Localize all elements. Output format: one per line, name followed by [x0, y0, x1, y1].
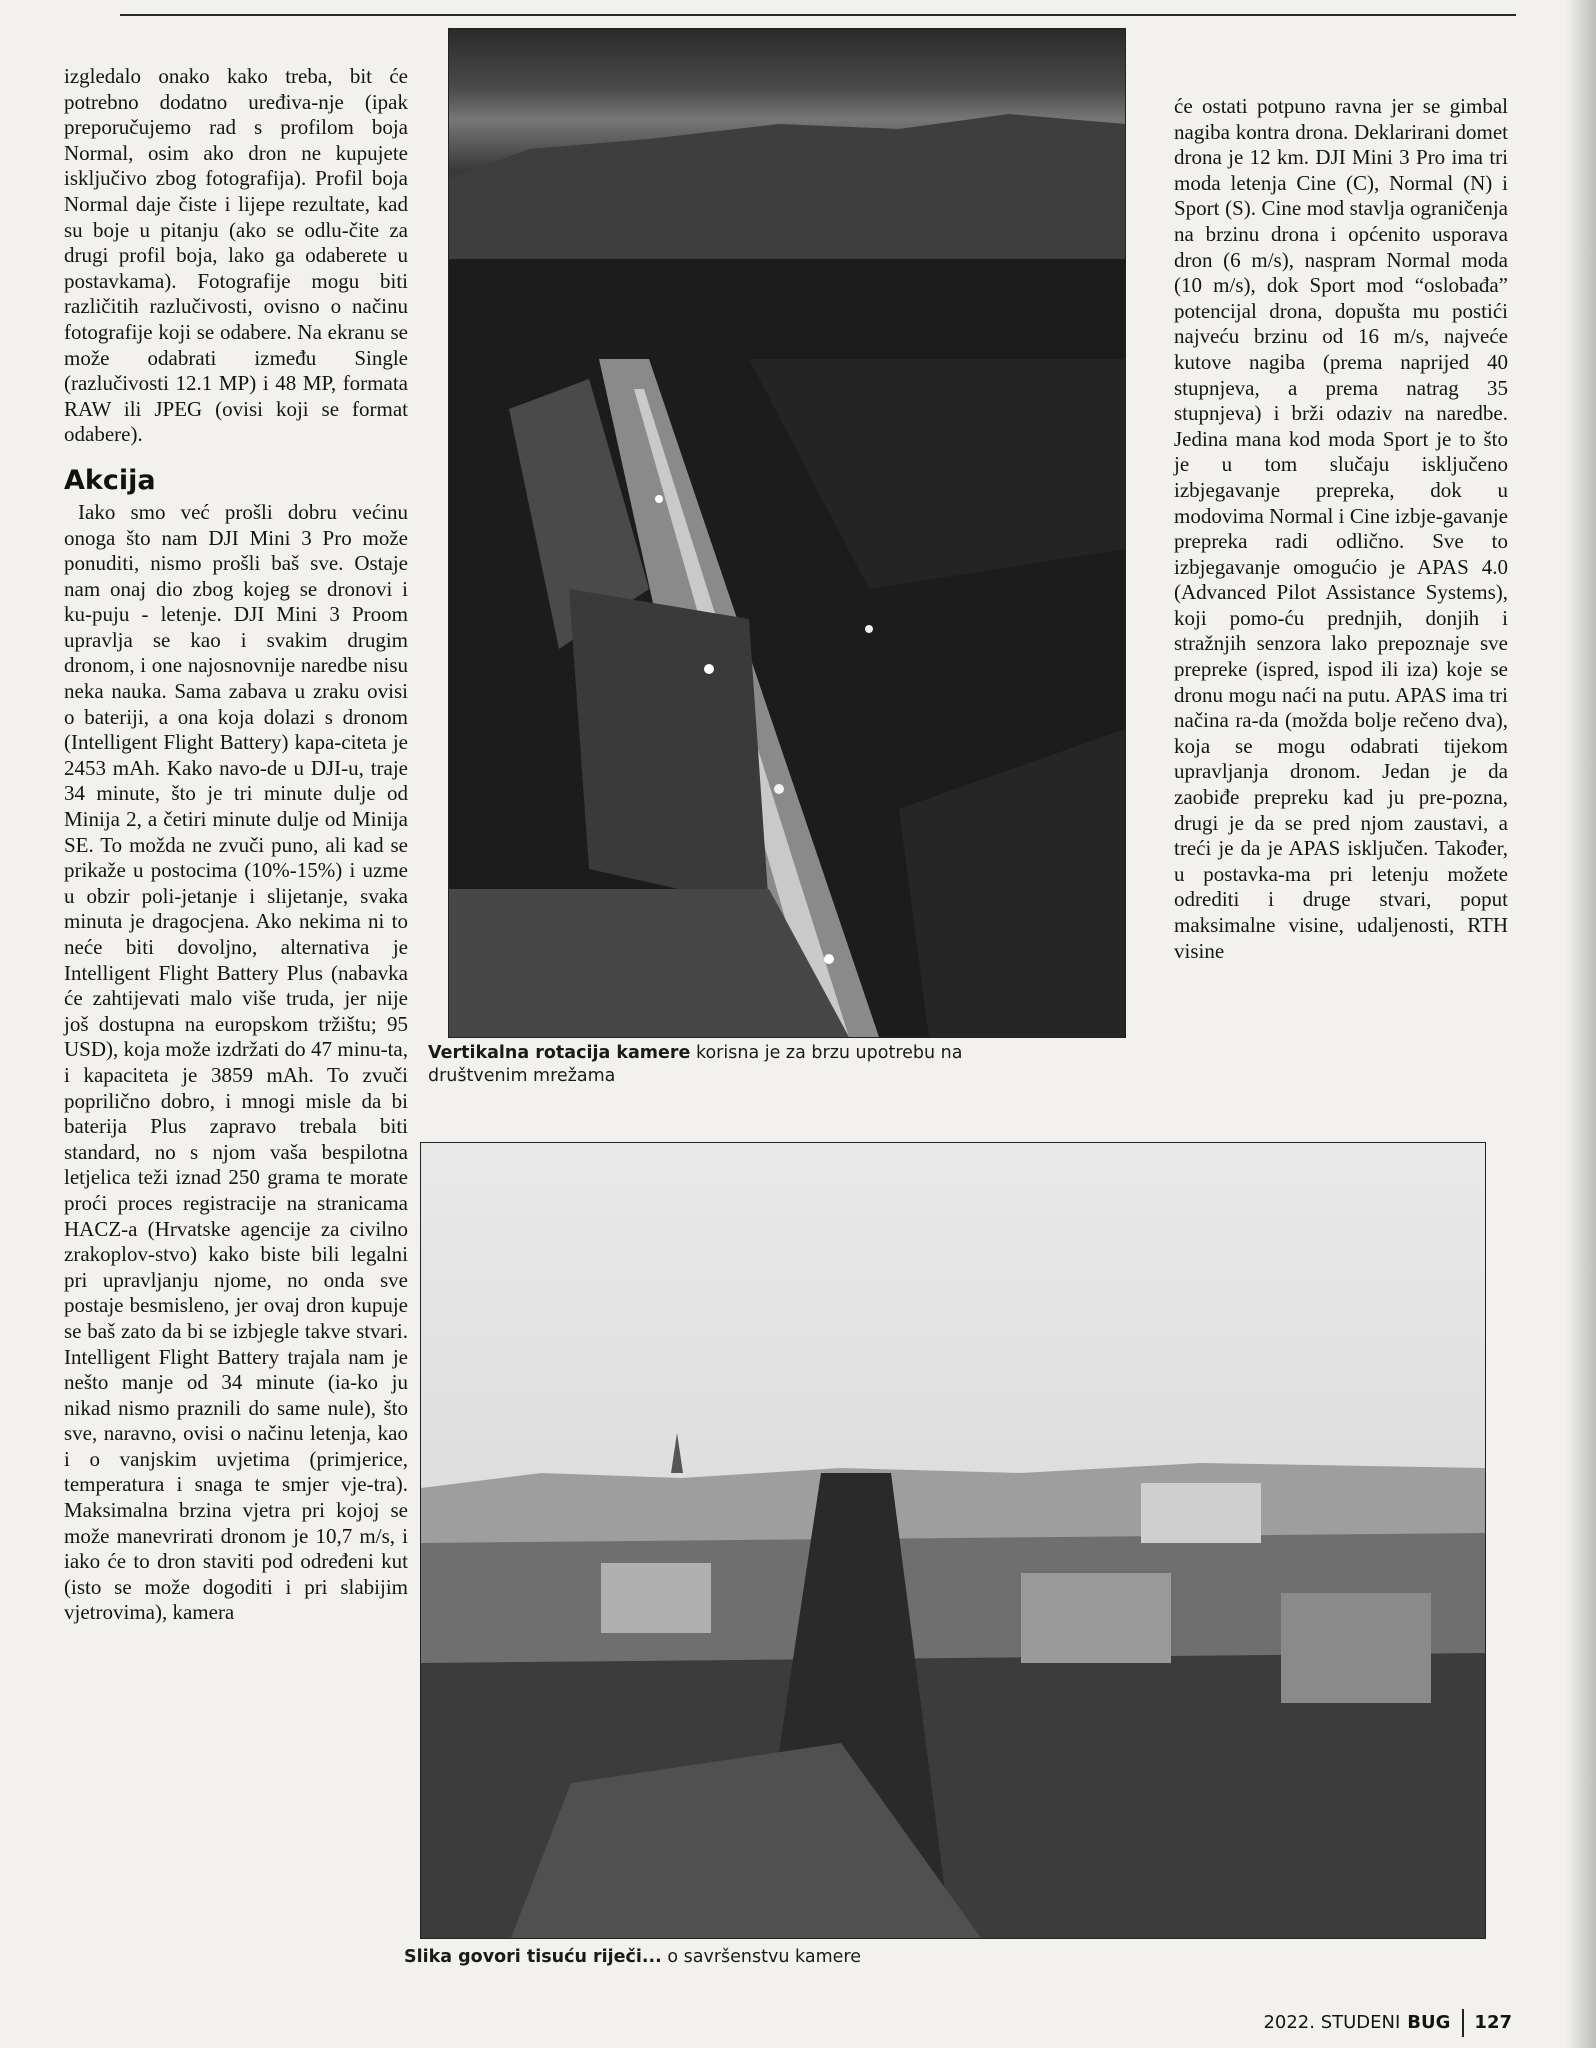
- left-text-column: [64, 64, 408, 1626]
- magazine-brand: BUG: [1407, 2012, 1451, 2033]
- footer-divider: [1462, 2009, 1464, 2037]
- street-photo-illustration: [449, 29, 1125, 1037]
- street-photo-caption: [428, 1042, 968, 1088]
- street-night-photo: [448, 28, 1126, 1038]
- city-photo-caption: [404, 1946, 1124, 1969]
- city-aerial-photo: [420, 1142, 1486, 1939]
- section-heading: Akcija: [64, 464, 156, 496]
- street-caption-bold: Vertikalna rotacija kamere: [428, 1043, 691, 1063]
- city-caption-text: o savršenstvu kamere: [661, 1947, 861, 1967]
- issue-date: 2022. STUDENI: [1263, 2012, 1401, 2033]
- city-photo-illustration: [421, 1143, 1485, 1938]
- top-rule: [120, 14, 1516, 16]
- street-caption-text: korisna je za brzu upotrebu na društvenim mrežama: [428, 1043, 963, 1086]
- page-number: 127: [1474, 2012, 1512, 2033]
- left-paragraph-1: izgledalo onako kako treba, bit će potrebno dodatno uređiva-nje (ipak preporučujemo rad s profilom boja Normal, osim ako dron ne kupujete isključivo zbog fotografija). Profil boja Normal daje čiste i lijepe rezultate, kad su boje u pitanju (ako se odlu-čite za drugi profil boja, lako ga odaberete u postavkama). Fotografije mogu biti različitih razlučivosti, ovisno o načinu fotografije koji se odabere. Na ekranu se može odabrati između Single (razlučivosti 12.1 MP) i 48 MP, formata RAW ili JPEG (ovisi koji se format odabere).: [64, 64, 408, 447]
- right-text-column: [1174, 94, 1508, 964]
- right-paragraph: će ostati potpuno ravna jer se gimbal nagiba kontra drona. Deklarirani domet drona je 12 km. DJI Mini 3 Pro ima tri moda letenja Cine (C), Normal (N) i Sport (S). Cine mod stavlja ograničenja na brzinu drona i općenito usporava dron (6 m/s), naspram Normal moda (10 m/s), dok Sport mod “oslobađa” potencijal drona, dopušta mu postići najveću brzinu od 16 m/s, najveće kutove nagiba (prema naprijed 40 stupnjeva, a prema natrag 35 stupnjeva) i brži odaziv na naredbe. Jedina mana kod moda Sport je to što je u tom slučaju isključeno izbjegavanje prepreka, dok u modovima Normal i Cine izbje-gavanje prepreka radi odlično. Sve to izbjegavanje omogućio je APAS 4.0 (Advanced Pilot Assistance Systems), koji pomo-ću prednjih, donjih i stražnjih senzora lako prepoznaje sve prepreke (ispred, ispod ili iza) koje se dronu mogu naći na putu. APAS ima tri načina ra-da (možda bolje rečeno dva), koja se mogu odabrati tijekom upravljanja dronom. Jedan je da zaobiđe prepreku kad ju pre-pozna, drugi je da se pred njom zaustavi, a treći je da je APAS isključen. Također, u postavka-ma pri letenju možete odrediti i druge stvari, poput maksimalne visine, udaljenosti, RTH visine: [1174, 94, 1508, 963]
- city-caption-bold: Slika govori tisuću riječi...: [404, 1947, 662, 1967]
- page-footer: [1263, 2009, 1512, 2037]
- page-edge-shadow: [1566, 0, 1596, 2048]
- left-paragraph-2: Iako smo već prošli dobru većinu onoga što nam DJI Mini 3 Pro može ponuditi, nismo prošli baš sve. Ostaje nam onaj dio zbog kojeg se dronovi i ku-puju - letenje. DJI Mini 3 Proom upravlja se kao i svakim drugim dronom, i one najosnovnije naredbe nisu neka nauka. Sama zabava u zraku ovisi o bateriji, a ona koja dolazi s dronom (Intelligent Flight Battery) kapa-citeta je 2453 mAh. Kako navo-de u DJI-u, traje 34 minute, što je tri minute dulje od Minija 2, a četiri minute dulje od Minija SE. To možda ne zvuči puno, ali kad se prikaže u postocima (10%-15%) i uzme u obzir poli-jetanje i slijetanje, svaka minuta je dragocjena. Ako nekima ni to neće biti dovoljno, alternativa je Intelligent Flight Battery Plus (nabavka će zahtijevati malo više truda, jer nije još dostupna na europskom tržištu; 95 USD), koja može izdržati do 47 minu-ta, i kapaciteta je 3859 mAh. To zvuči poprilično dobro, i mnogi misle da bi baterija Plus zapravo trebala biti standard, no s njom vaša bespilotna letjelica teži iznad 250 grama te morate proći proces registracije na stranicama HACZ-a (Hrvatske agencije za civilno zrakoplov-stvo) kako biste bili legalni pri upravljanju njome, no onda sve postaje besmisleno, jer ovaj dron kupuje se baš zato da bi se izbjegle takve stvari. Intelligent Flight Battery trajala nam je nešto manje od 34 minute (ia-ko ju nikad nismo praznili do same nule), što sve, naravno, ovisi o načinu letenja, kao i o vanjskim uvjetima (primjerice, temperatura i snaga te smjer vje-tra). Maksimalna brzina vjetra pri kojoj se može manevrirati dronom je 10,7 m/s, i iako će to dron staviti pod određeni kut (isto se može dogoditi i pri slabijim vjetrovima), kamera: [64, 499, 408, 1625]
